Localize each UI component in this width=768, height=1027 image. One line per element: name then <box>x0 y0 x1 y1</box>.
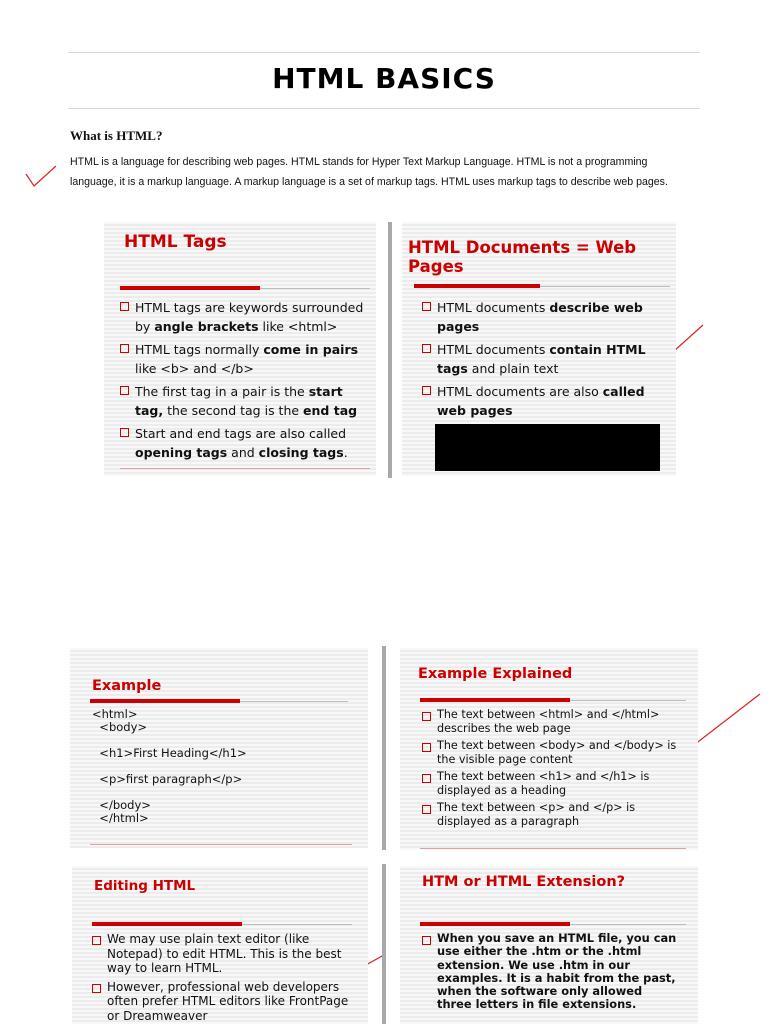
slide-htm-extension <box>400 866 698 1024</box>
bullet-list <box>422 932 678 1016</box>
bullet-list <box>120 298 372 466</box>
bullet-list <box>92 932 354 1027</box>
bullet-item: The text between <body> and </body> is the visible page content <box>422 739 684 766</box>
bullet-item: Start and end tags are also called opening tags and closing tags. <box>120 424 372 462</box>
accent-bar <box>420 922 570 926</box>
bullet-item: The text between <h1> and </h1> is displayed as a heading <box>422 770 684 797</box>
slide-editing-html <box>72 866 368 1024</box>
page-title: HTML BASICS <box>272 62 496 95</box>
bullet-list <box>422 298 662 424</box>
slide-title: HTML Documents = Web Pages <box>408 238 637 276</box>
slide-footer-line <box>420 848 686 849</box>
title-rule <box>68 108 700 109</box>
check-mark-icon <box>24 164 58 190</box>
bullet-box-icon <box>92 984 101 993</box>
divider-line <box>570 700 686 701</box>
bullet-item: HTML documents describe web pages <box>422 298 662 336</box>
bullet-item: The text between <p> and </p> is displayed as a paragraph <box>422 801 684 828</box>
bullet-box-icon <box>422 712 431 721</box>
bullet-item: However, professional web developers often prefer HTML editors like FrontPage or Dreamweaver <box>92 980 354 1024</box>
bullet-box-icon <box>120 344 129 353</box>
slide-title: Example Explained <box>418 666 573 682</box>
slide-divider <box>388 222 392 478</box>
bullet-box-icon <box>422 936 431 945</box>
bullet-box-icon <box>120 386 129 395</box>
bullet-box-icon <box>92 936 101 945</box>
slide-title: HTM or HTML Extension? <box>422 874 626 890</box>
bullet-box-icon <box>422 302 431 311</box>
accent-bar <box>414 284 540 288</box>
slide-title: Example <box>92 678 162 694</box>
bullet-box-icon <box>422 386 431 395</box>
slide-html-tags <box>104 222 376 476</box>
accent-bar <box>92 922 242 926</box>
redacted-block <box>435 424 660 471</box>
slide-html-documents <box>402 222 676 476</box>
slide-divider <box>382 646 386 850</box>
bullet-box-icon <box>120 428 129 437</box>
bullet-item: HTML documents are also called web pages <box>422 382 662 420</box>
code-sample: <html> <body> <h1>First Heading</h1> <p>first paragraph</p> </body> </html> <box>92 707 247 825</box>
accent-bar <box>420 698 570 702</box>
bullet-item: The first tag in a pair is the start tag, the second tag is the end tag <box>120 382 372 420</box>
accent-bar <box>120 286 260 290</box>
slide-example <box>70 648 368 848</box>
slide-divider <box>382 864 386 1024</box>
slide-footer-line <box>90 844 352 845</box>
bullet-item: The text between <html> and </html> describes the web page <box>422 708 684 735</box>
divider-line <box>240 701 348 702</box>
bullet-box-icon <box>422 774 431 783</box>
bullet-box-icon <box>120 302 129 311</box>
bullet-item: HTML tags normally come in pairs like <b> and </b> <box>120 340 372 378</box>
bullet-item: HTML documents contain HTML tags and plain text <box>422 340 662 378</box>
bullet-box-icon <box>422 805 431 814</box>
intro-paragraph: HTML is a language for describing web pages. HTML stands for Hyper Text Markup Language. HTML is not a programming language, it is a markup language. A markup language is a set of markup tags. HTML uses markup tags to describe web pages. <box>70 156 668 188</box>
slide-title: Editing HTML <box>94 878 196 894</box>
accent-bar <box>90 699 240 703</box>
slide-footer-line <box>120 468 370 469</box>
divider-line <box>242 924 352 925</box>
slide-example-explained <box>400 648 698 850</box>
bullet-item: HTML tags are keywords surrounded by angle brackets like <html> <box>120 298 372 336</box>
section-heading: What is HTML? <box>70 128 163 143</box>
bullet-list <box>422 708 684 832</box>
bullet-item: We may use plain text editor (like Notepad) to edit HTML. This is the best way to learn HTML. <box>92 932 354 976</box>
divider-line <box>570 924 686 925</box>
bullet-box-icon <box>422 344 431 353</box>
divider-line <box>260 288 370 289</box>
bullet-item: When you save an HTML file, you can use either the .htm or the .html extension. We use .htm in our examples. It is a habit from the past, when the software only allowed three letters in file extensions. <box>422 932 678 1012</box>
bullet-box-icon <box>422 743 431 752</box>
slide-title: HTML Tags <box>124 232 227 252</box>
top-rule <box>68 52 700 53</box>
divider-line <box>540 286 670 287</box>
